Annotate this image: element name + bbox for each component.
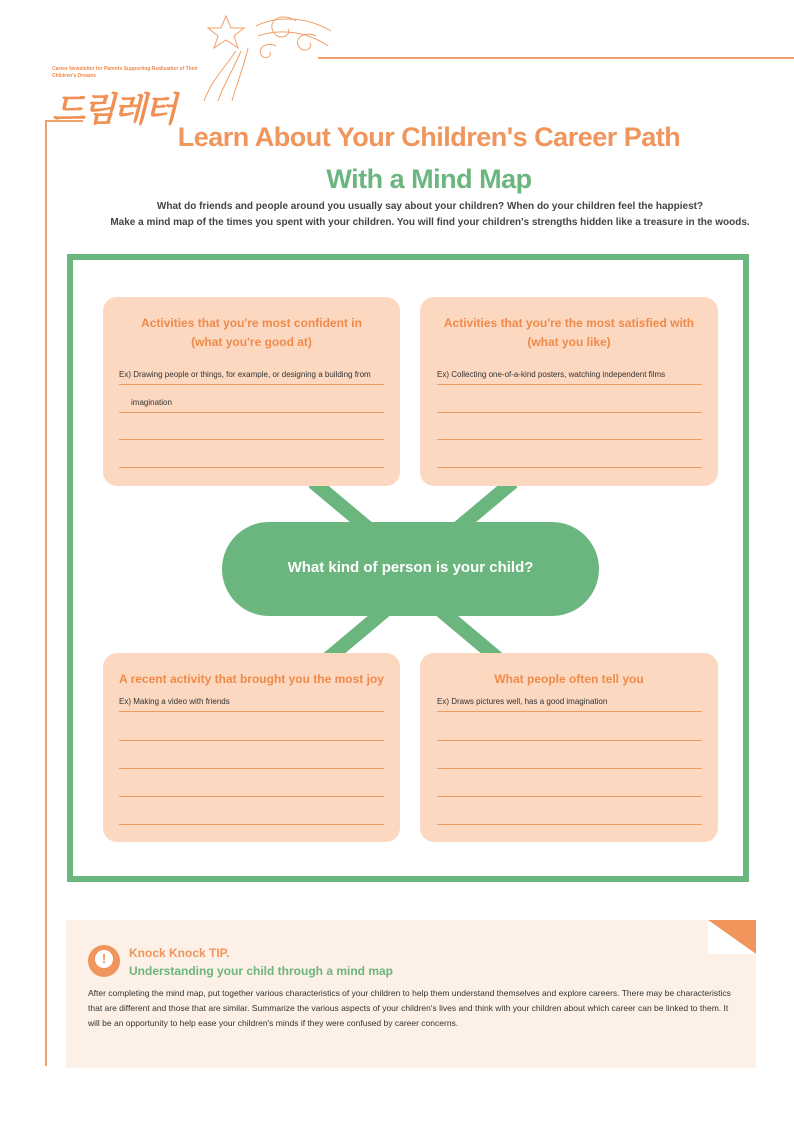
writing-line[interactable] xyxy=(437,384,702,385)
newsletter-logo: 드림레터 xyxy=(52,90,176,130)
box-good-at-example-cont: imagination xyxy=(131,398,172,407)
tip-body: After completing the mind map, put together various characteristics of your children to help them understand themselves and explore careers. There may be characteristics that are different and those that are similar. Summarize the various aspects of your children's lives and think with your children about which career can be linked to them. It will be an opportunity to help ease your children's minds if they were confused by career concerns. xyxy=(88,988,731,1028)
writing-line[interactable] xyxy=(437,412,702,413)
writing-line[interactable] xyxy=(119,824,384,825)
mind-map-center-text: What kind of person is your child? xyxy=(287,559,534,576)
box-joy-example: Ex) Making a video with friends xyxy=(119,697,230,706)
intro-line1: What do friends and people around you usually say about your children? When do your children feel the happiest? xyxy=(156,201,704,212)
exclamation-icon: ! xyxy=(95,950,113,968)
intro-line2: Make a mind map of the times you spent with your children. You will find your children's strengths hidden like a treasure in the woods. xyxy=(110,217,750,228)
writing-line[interactable] xyxy=(119,467,384,468)
box-good-at-example: Ex) Drawing people or things, for example, or designing a building from xyxy=(119,370,371,379)
writing-line[interactable] xyxy=(437,711,702,712)
box-people-say-title: What people often tell you xyxy=(494,672,644,686)
box-like-subtitle: (what you like) xyxy=(527,335,611,349)
writing-line[interactable] xyxy=(437,439,702,440)
writing-line[interactable] xyxy=(119,439,384,440)
star-swirl-decoration xyxy=(196,6,336,106)
writing-line[interactable] xyxy=(119,384,384,385)
box-joy-title: A recent activity that brought you the most joy xyxy=(119,672,384,686)
page-title-line1: Learn About Your Children's Career Path xyxy=(177,122,681,152)
writing-line[interactable] xyxy=(437,467,702,468)
box-good-at-subtitle: (what you're good at) xyxy=(191,335,312,349)
writing-line[interactable] xyxy=(119,711,384,712)
newsletter-subtitle: Career Newsletter for Parents Supporting Realization of Their Children's Dreams xyxy=(52,66,198,79)
box-like-example: Ex) Collecting one-of-a-kind posters, watching independent films xyxy=(437,370,666,379)
writing-line[interactable] xyxy=(437,740,702,741)
box-like-title: Activities that you're the most satisfied with xyxy=(443,316,695,330)
box-people-say-example: Ex) Draws pictures well, has a good imagination xyxy=(437,697,608,706)
frame-top-line xyxy=(318,57,794,59)
frame-left-line xyxy=(45,120,47,1066)
writing-line[interactable] xyxy=(437,768,702,769)
box-good-at-title: Activities that you're most confident in xyxy=(141,316,362,330)
writing-line[interactable] xyxy=(119,796,384,797)
tip-corner-cut xyxy=(708,920,756,954)
writing-line[interactable] xyxy=(437,796,702,797)
writing-line[interactable] xyxy=(119,740,384,741)
tip-heading: Knock Knock TIP. xyxy=(129,946,230,960)
tip-subheading: Understanding your child through a mind map xyxy=(129,964,394,978)
writing-line[interactable] xyxy=(119,412,384,413)
writing-line[interactable] xyxy=(119,768,384,769)
writing-line[interactable] xyxy=(437,824,702,825)
page-title-line2: With a Mind Map xyxy=(326,164,532,194)
